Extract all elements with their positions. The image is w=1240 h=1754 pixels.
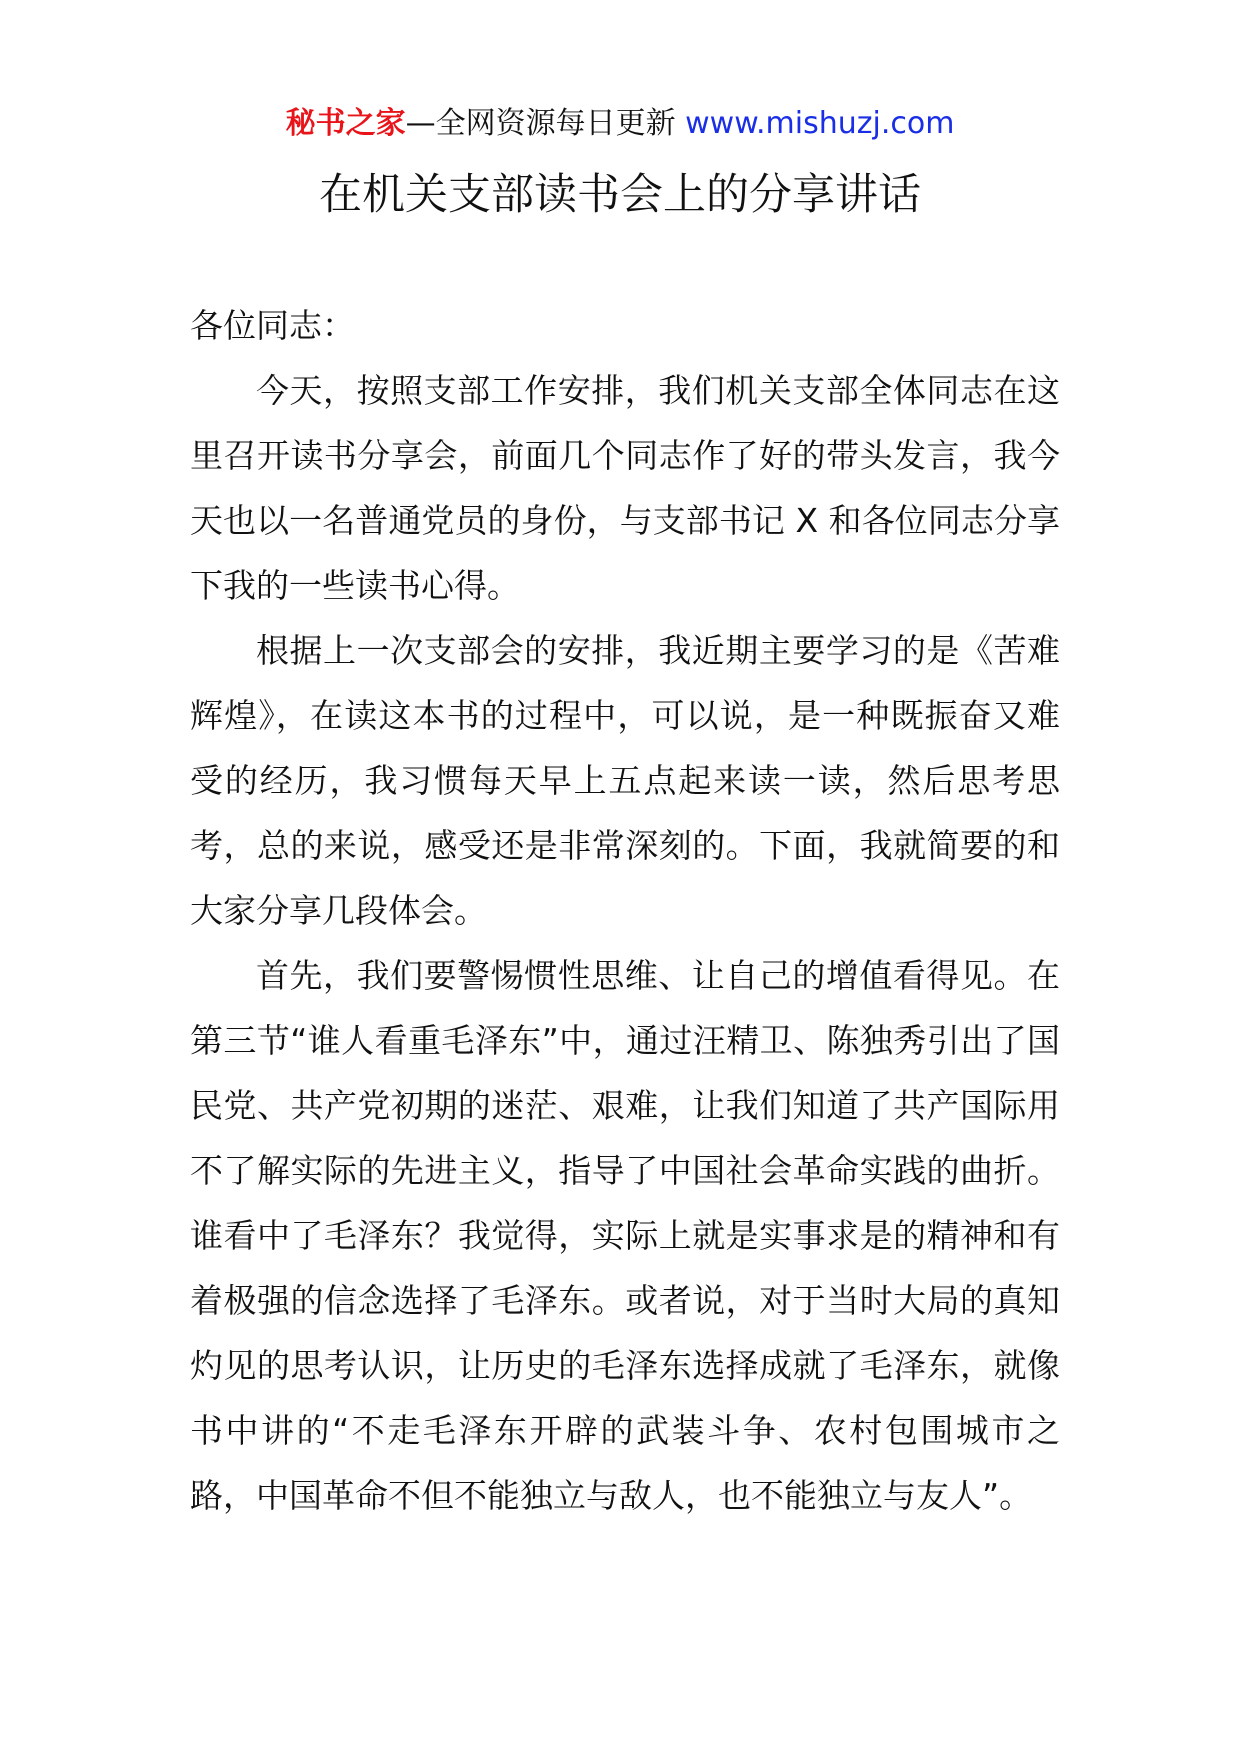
paragraph-reading-context: 根据上一次支部会的安排，我近期主要学习的是《苦难辉煌》，在读这本书的过程中，可以说，是一种既振奋又难受的经历，我习惯每天早上五点起来读一读，然后思考思考，总的来说，感受还是非常深刻的。下面，我就简要的和大家分享几段体会。 (190, 631, 1060, 930)
salutation: 各位同志： (190, 306, 355, 345)
site-url-link[interactable]: www.mishuzj.com (685, 106, 955, 141)
header-tagline: —全网资源每日更新 (405, 106, 686, 141)
paragraph-intro: 今天，按照支部工作安排，我们机关支部全体同志在这里召开读书分享会，前面几个同志作了好的带头发言，我今天也以一名普通党员的身份，与支部书记 X 和各位同志分享下我的一些读书心得。 (190, 371, 1060, 605)
paragraph-first-point: 首先，我们要警惕惯性思维、让自己的增值看得见。在第三节“谁人看重毛泽东”中，通过汪精卫、陈独秀引出了国民党、共产党初期的迷茫、艰难，让我们知道了共产国际用不了解实际的先进主义，指导了中国社会革命实践的曲折。谁看中了毛泽东？我觉得，实际上就是实事求是的精神和有着极强的信念选择了毛泽东。或者说，对于当时大局的真知灼见的思考认识，让历史的毛泽东选择成就了毛泽东，就像书中讲的“不走毛泽东开辟的武装斗争、农村包围城市之路，中国革命不但不能独立与敌人，也不能独立与友人”。 (190, 956, 1060, 1515)
brand-name: 秘书之家 (285, 106, 406, 141)
site-header (0, 104, 1240, 144)
document-title: 在机关支部读书会上的分享讲话 (319, 170, 921, 220)
document-body (190, 293, 1060, 1528)
